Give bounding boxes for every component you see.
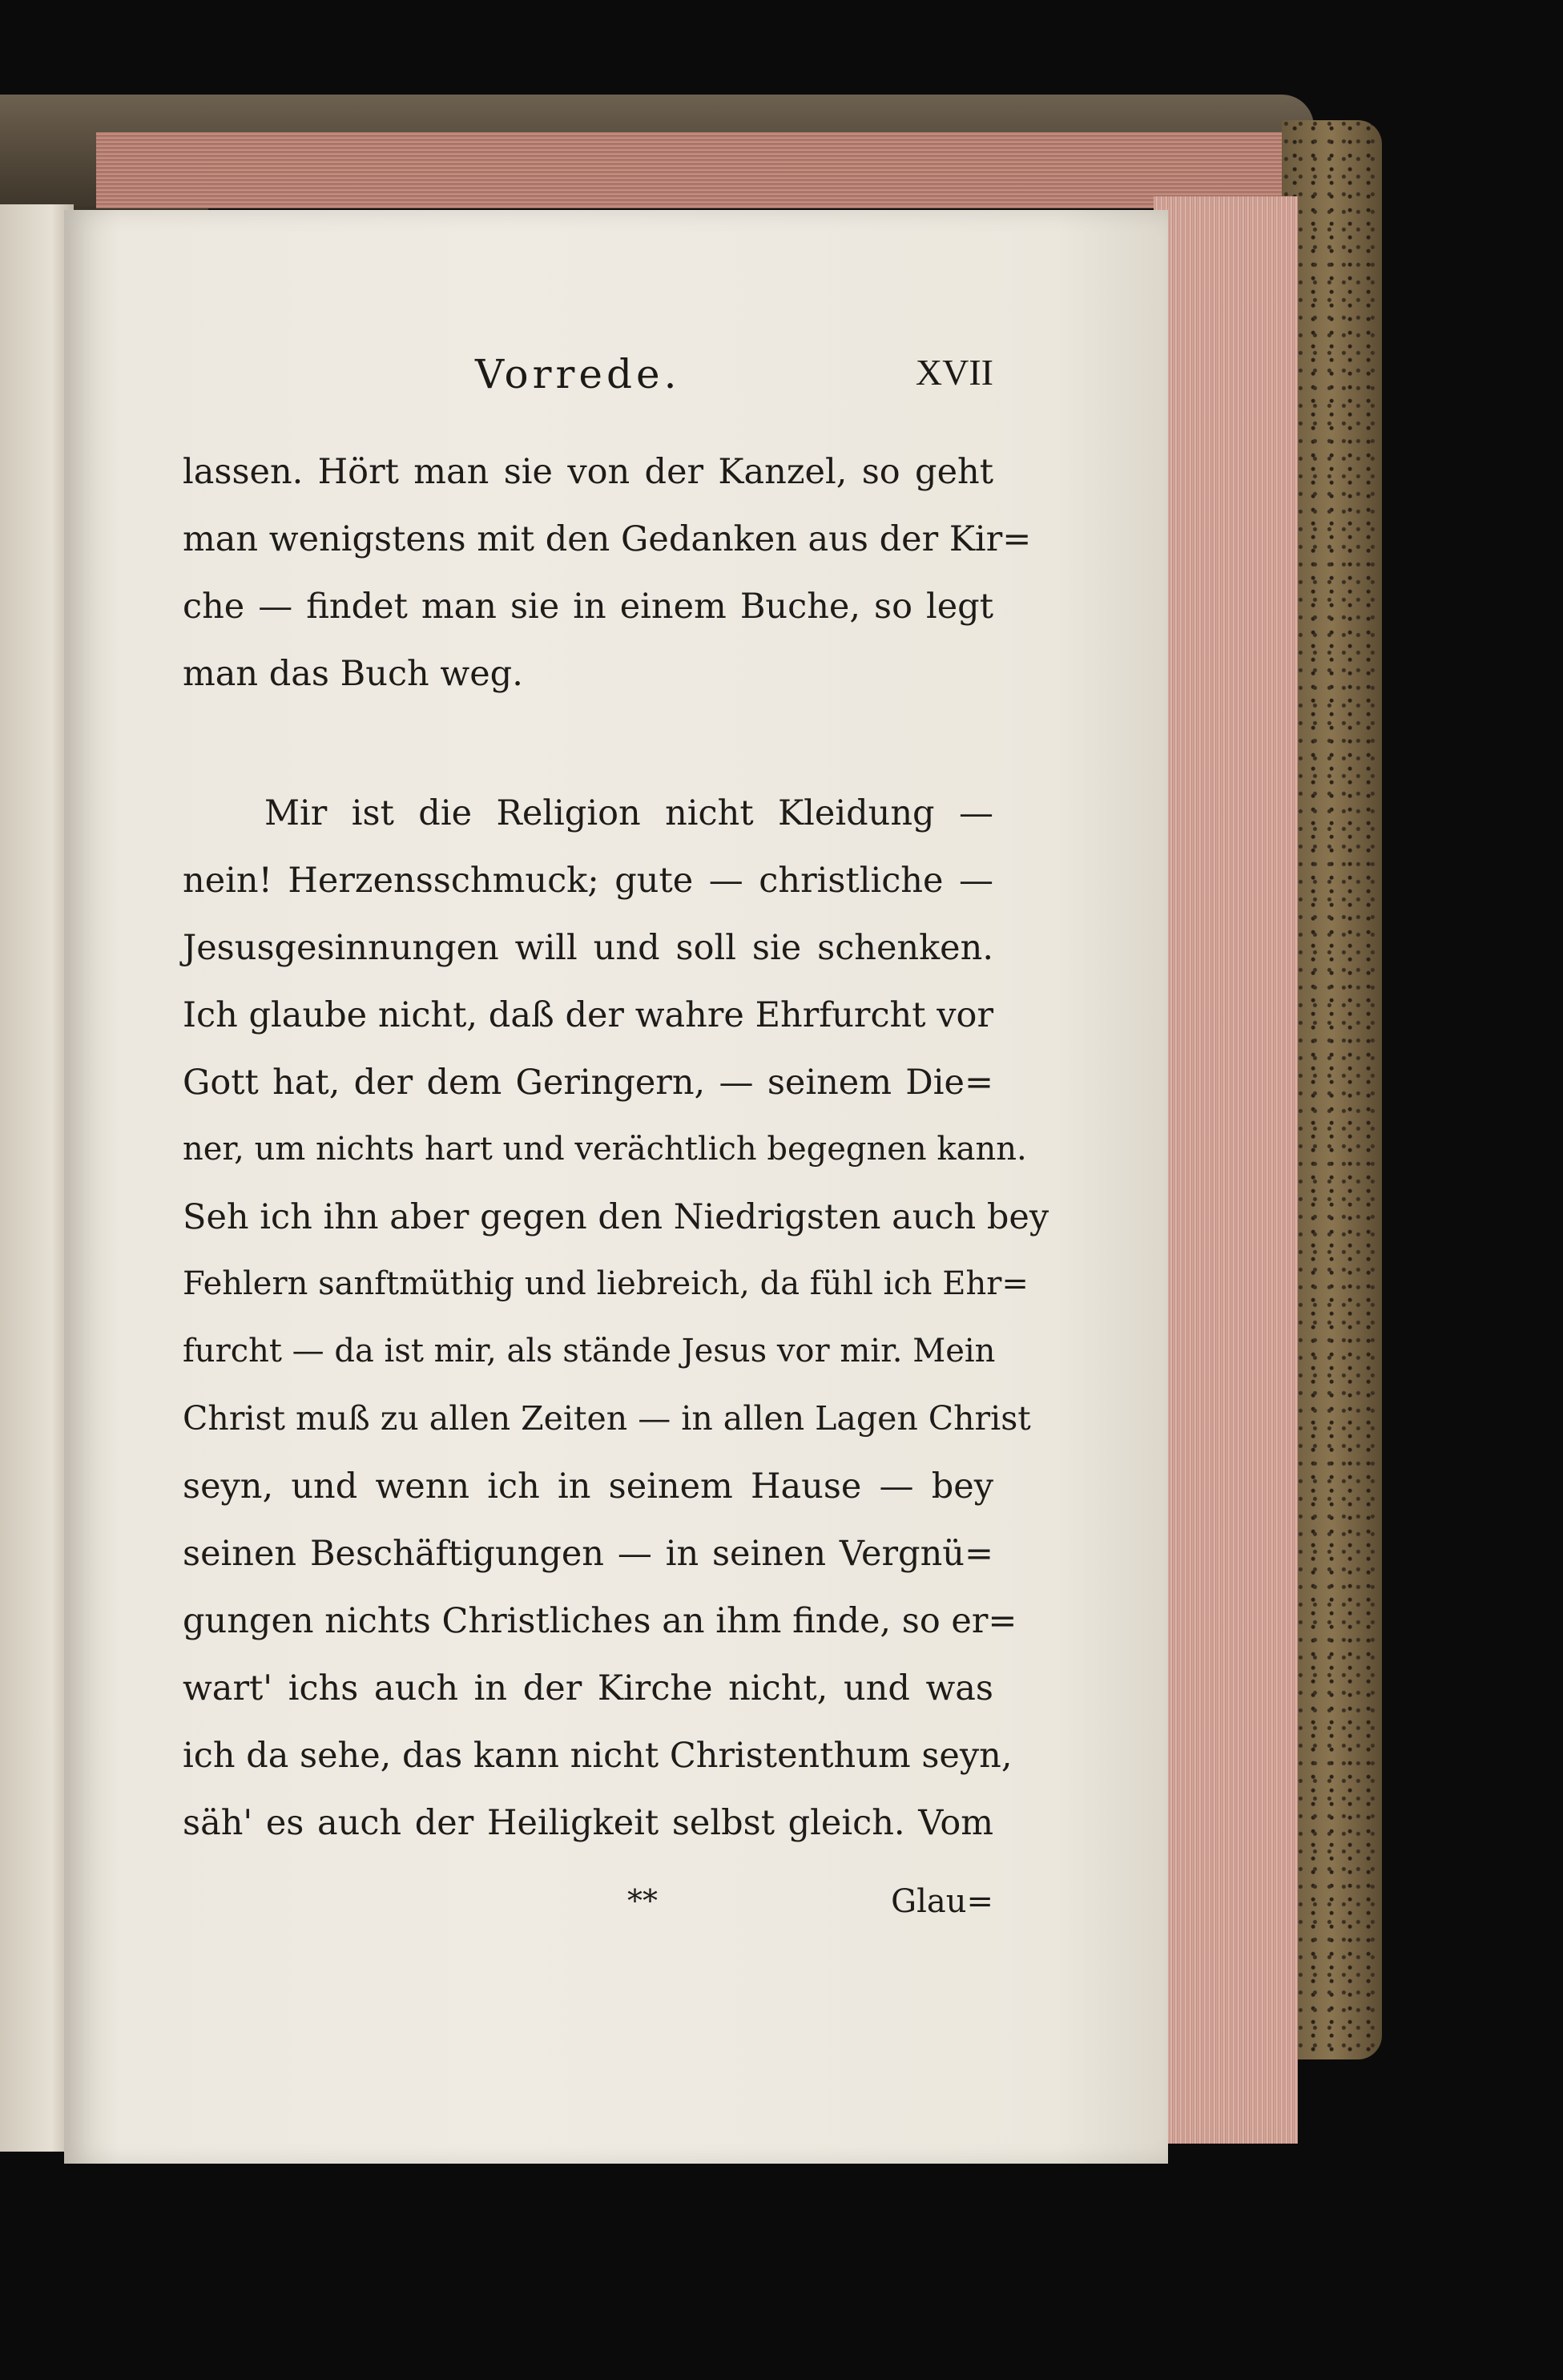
text-line: man das Buch weg.	[183, 654, 523, 694]
text-line: furcht — da ist mir, als stände Jesus vor mir. Mein	[183, 1333, 996, 1370]
left-page-sliver	[0, 204, 74, 2152]
top-page-edges	[96, 132, 1298, 208]
text-line: Gott hat, der dem Geringern, — seinem Die=	[183, 1063, 993, 1103]
text-line: Ich glaube nicht, daß der wahre Ehrfurcht vor	[183, 995, 993, 1035]
page	[64, 210, 1168, 2165]
running-title: Vorrede.	[475, 351, 681, 397]
page-footer	[183, 1883, 993, 1931]
text-line: Christ muß zu allen Zeiten — in allen Lagen Christ	[183, 1399, 1031, 1438]
catchword: Glau=	[891, 1883, 993, 1920]
text-line: Fehlern sanftmüthig und liebreich, da fühl ich Ehr=	[183, 1265, 1029, 1302]
text-line: nein! Herzensschmuck; gute — christliche —	[183, 861, 993, 901]
text-line: che — findet man sie in einem Buche, so legt	[183, 587, 993, 627]
text-line: Seh ich ihn aber gegen den Niedrigsten auch bey	[183, 1197, 1049, 1237]
text-line: säh' es auch der Heiligkeit selbst gleich. Vom	[183, 1803, 993, 1843]
page-number: XVII	[915, 352, 993, 393]
text-line: seinen Beschäftigungen — in seinen Vergnü=	[183, 1534, 993, 1574]
text-line: seyn, und wenn ich in seinem Hause — bey	[183, 1466, 993, 1507]
running-header	[183, 351, 993, 407]
text-line: man wenigstens mit den Gedanken aus der Kir=	[183, 519, 1032, 559]
text-line: lassen. Hört man sie von der Kanzel, so geht	[183, 452, 993, 492]
text-line: wart' ichs auch in der Kirche nicht, und was	[183, 1668, 993, 1708]
text-line: Jesusgesinnungen will und soll sie schenken.	[183, 928, 993, 968]
text-line: gungen nichts Christliches an ihm finde, so er=	[183, 1601, 1017, 1641]
background-bottom	[0, 2164, 1563, 2380]
text-line: ich da sehe, das kann nicht Christenthum seyn,	[183, 1736, 1013, 1776]
fore-edge-pages	[1154, 196, 1298, 2144]
text-line: Mir ist die Religion nicht Kleidung —	[264, 793, 993, 833]
text-line: ner, um nichts hart und verächtlich begegnen kann.	[183, 1131, 1027, 1168]
signature-mark: **	[627, 1883, 658, 1918]
